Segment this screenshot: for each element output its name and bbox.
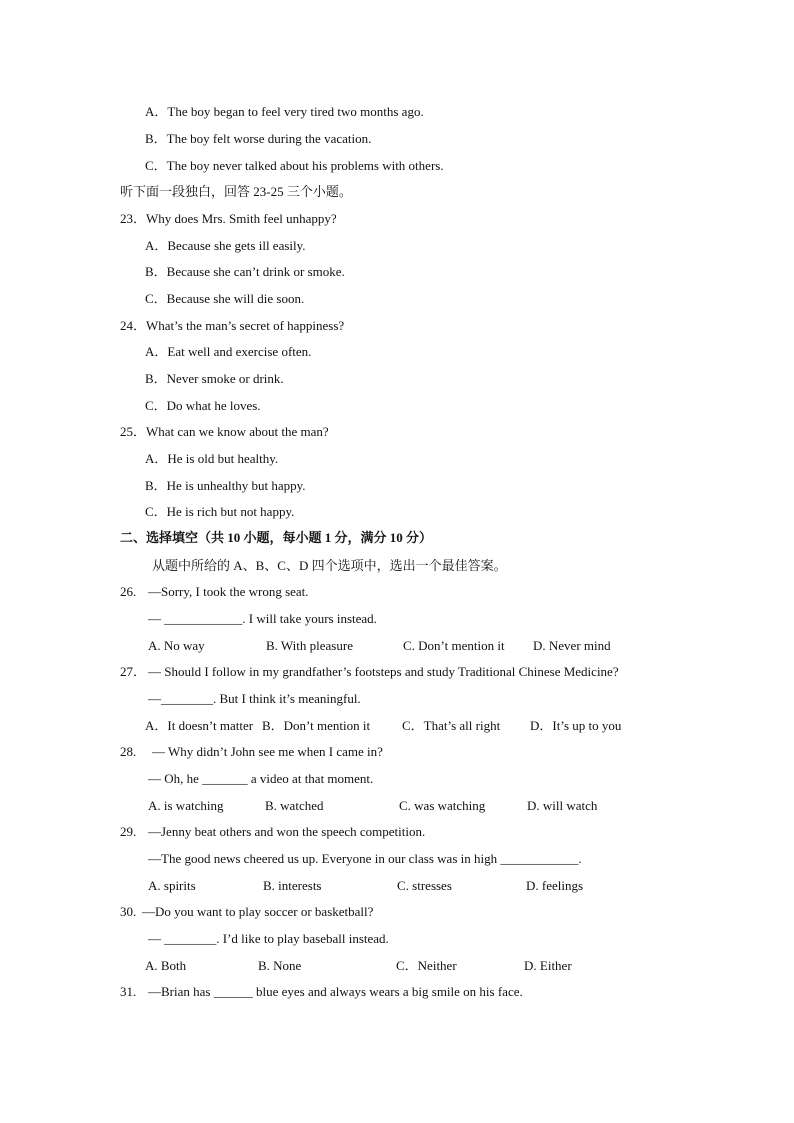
- question-27-option-c: C．That’s all right: [402, 718, 501, 733]
- question-28-option-c: C. was watching: [399, 798, 486, 813]
- question-31-number: 31.: [120, 984, 137, 999]
- option-a: A．The boy began to feel very tired two months ago.: [145, 104, 424, 119]
- section-instruction: 从题中所给的 A、B、C、D 四个选项中，选出一个最佳答案。: [152, 558, 507, 573]
- question-26-line1: —Sorry, I took the wrong seat.: [148, 584, 309, 599]
- question-28-number: 28.: [120, 744, 137, 759]
- question-29-line1: —Jenny beat others and won the speech competition.: [148, 824, 426, 839]
- question-30-option-c: C．Neither: [396, 958, 457, 973]
- question-27-option-a: A．It doesn’t matter: [145, 718, 254, 733]
- question-24-option-c: C．Do what he loves.: [145, 398, 261, 413]
- question-28-option-b: B. watched: [265, 798, 324, 813]
- question-30-option-d: D. Either: [524, 958, 572, 973]
- question-26-line2: — ____________. I will take yours instead.: [148, 611, 377, 626]
- question-23-stem: 23．Why does Mrs. Smith feel unhappy?: [120, 211, 337, 226]
- question-30-line1: —Do you want to play soccer or basketball?: [142, 904, 374, 919]
- question-26-option-d: D. Never mind: [533, 638, 611, 653]
- question-23-option-b: B．Because she can’t drink or smoke.: [145, 264, 345, 279]
- monologue-instruction: 听下面一段独白，回答 23-25 三个小题。: [120, 184, 352, 199]
- question-25-option-c: C．He is rich but not happy.: [145, 504, 295, 519]
- question-31-line1: —Brian has ______ blue eyes and always wears a big smile on his face.: [148, 984, 523, 999]
- question-26-option-a: A. No way: [148, 638, 205, 653]
- question-25-option-b: B．He is unhealthy but happy.: [145, 478, 306, 493]
- question-26-option-b: B. With pleasure: [266, 638, 353, 653]
- question-29-line2: —The good news cheered us up. Everyone in our class was in high ____________.: [148, 851, 582, 866]
- question-28-line1: — Why didn’t John see me when I came in?: [152, 744, 383, 759]
- option-c: C．The boy never talked about his problems with others.: [145, 158, 444, 173]
- question-30-option-a: A. Both: [145, 958, 187, 973]
- question-23-option-a: A．Because she gets ill easily.: [145, 238, 306, 253]
- option-b: B．The boy felt worse during the vacation.: [145, 131, 372, 146]
- question-29-option-c: C. stresses: [397, 878, 452, 893]
- question-28-option-a: A. is watching: [148, 798, 224, 813]
- question-24-option-a: A．Eat well and exercise often.: [145, 344, 312, 359]
- question-29-option-d: D. feelings: [526, 878, 584, 893]
- question-24-option-b: B．Never smoke or drink.: [145, 371, 284, 386]
- question-27-line1: — Should I follow in my grandfather’s footsteps and study Traditional Chinese Medicine?: [148, 664, 619, 679]
- question-29-option-b: B. interests: [263, 878, 322, 893]
- question-24-stem: 24．What’s the man’s secret of happiness?: [120, 318, 345, 333]
- question-28-line2: — Oh, he _______ a video at that moment.: [148, 771, 374, 786]
- question-27-option-b: B．Don’t mention it: [262, 718, 371, 733]
- question-26-option-c: C. Don’t mention it: [403, 638, 505, 653]
- question-23-option-c: C．Because she will die soon.: [145, 291, 305, 306]
- question-30-line2: — ________. I’d like to play baseball instead.: [148, 931, 389, 946]
- question-25-option-a: A．He is old but healthy.: [145, 451, 279, 466]
- section-heading: 二、选择填空（共 10 小题，每小题 1 分，满分 10 分）: [120, 530, 433, 545]
- question-29-option-a: A. spirits: [148, 878, 196, 893]
- question-30-option-b: B. None: [258, 958, 302, 973]
- question-28-option-d: D. will watch: [527, 798, 598, 813]
- question-25-stem: 25．What can we know about the man?: [120, 424, 329, 439]
- question-30-number: 30.: [120, 904, 137, 919]
- question-27-line2: —________. But I think it’s meaningful.: [148, 691, 361, 706]
- question-27-number: 27．: [120, 664, 147, 679]
- question-29-number: 29.: [120, 824, 137, 839]
- question-27-option-d: D．It’s up to you: [530, 718, 622, 733]
- question-26-number: 26.: [120, 584, 137, 599]
